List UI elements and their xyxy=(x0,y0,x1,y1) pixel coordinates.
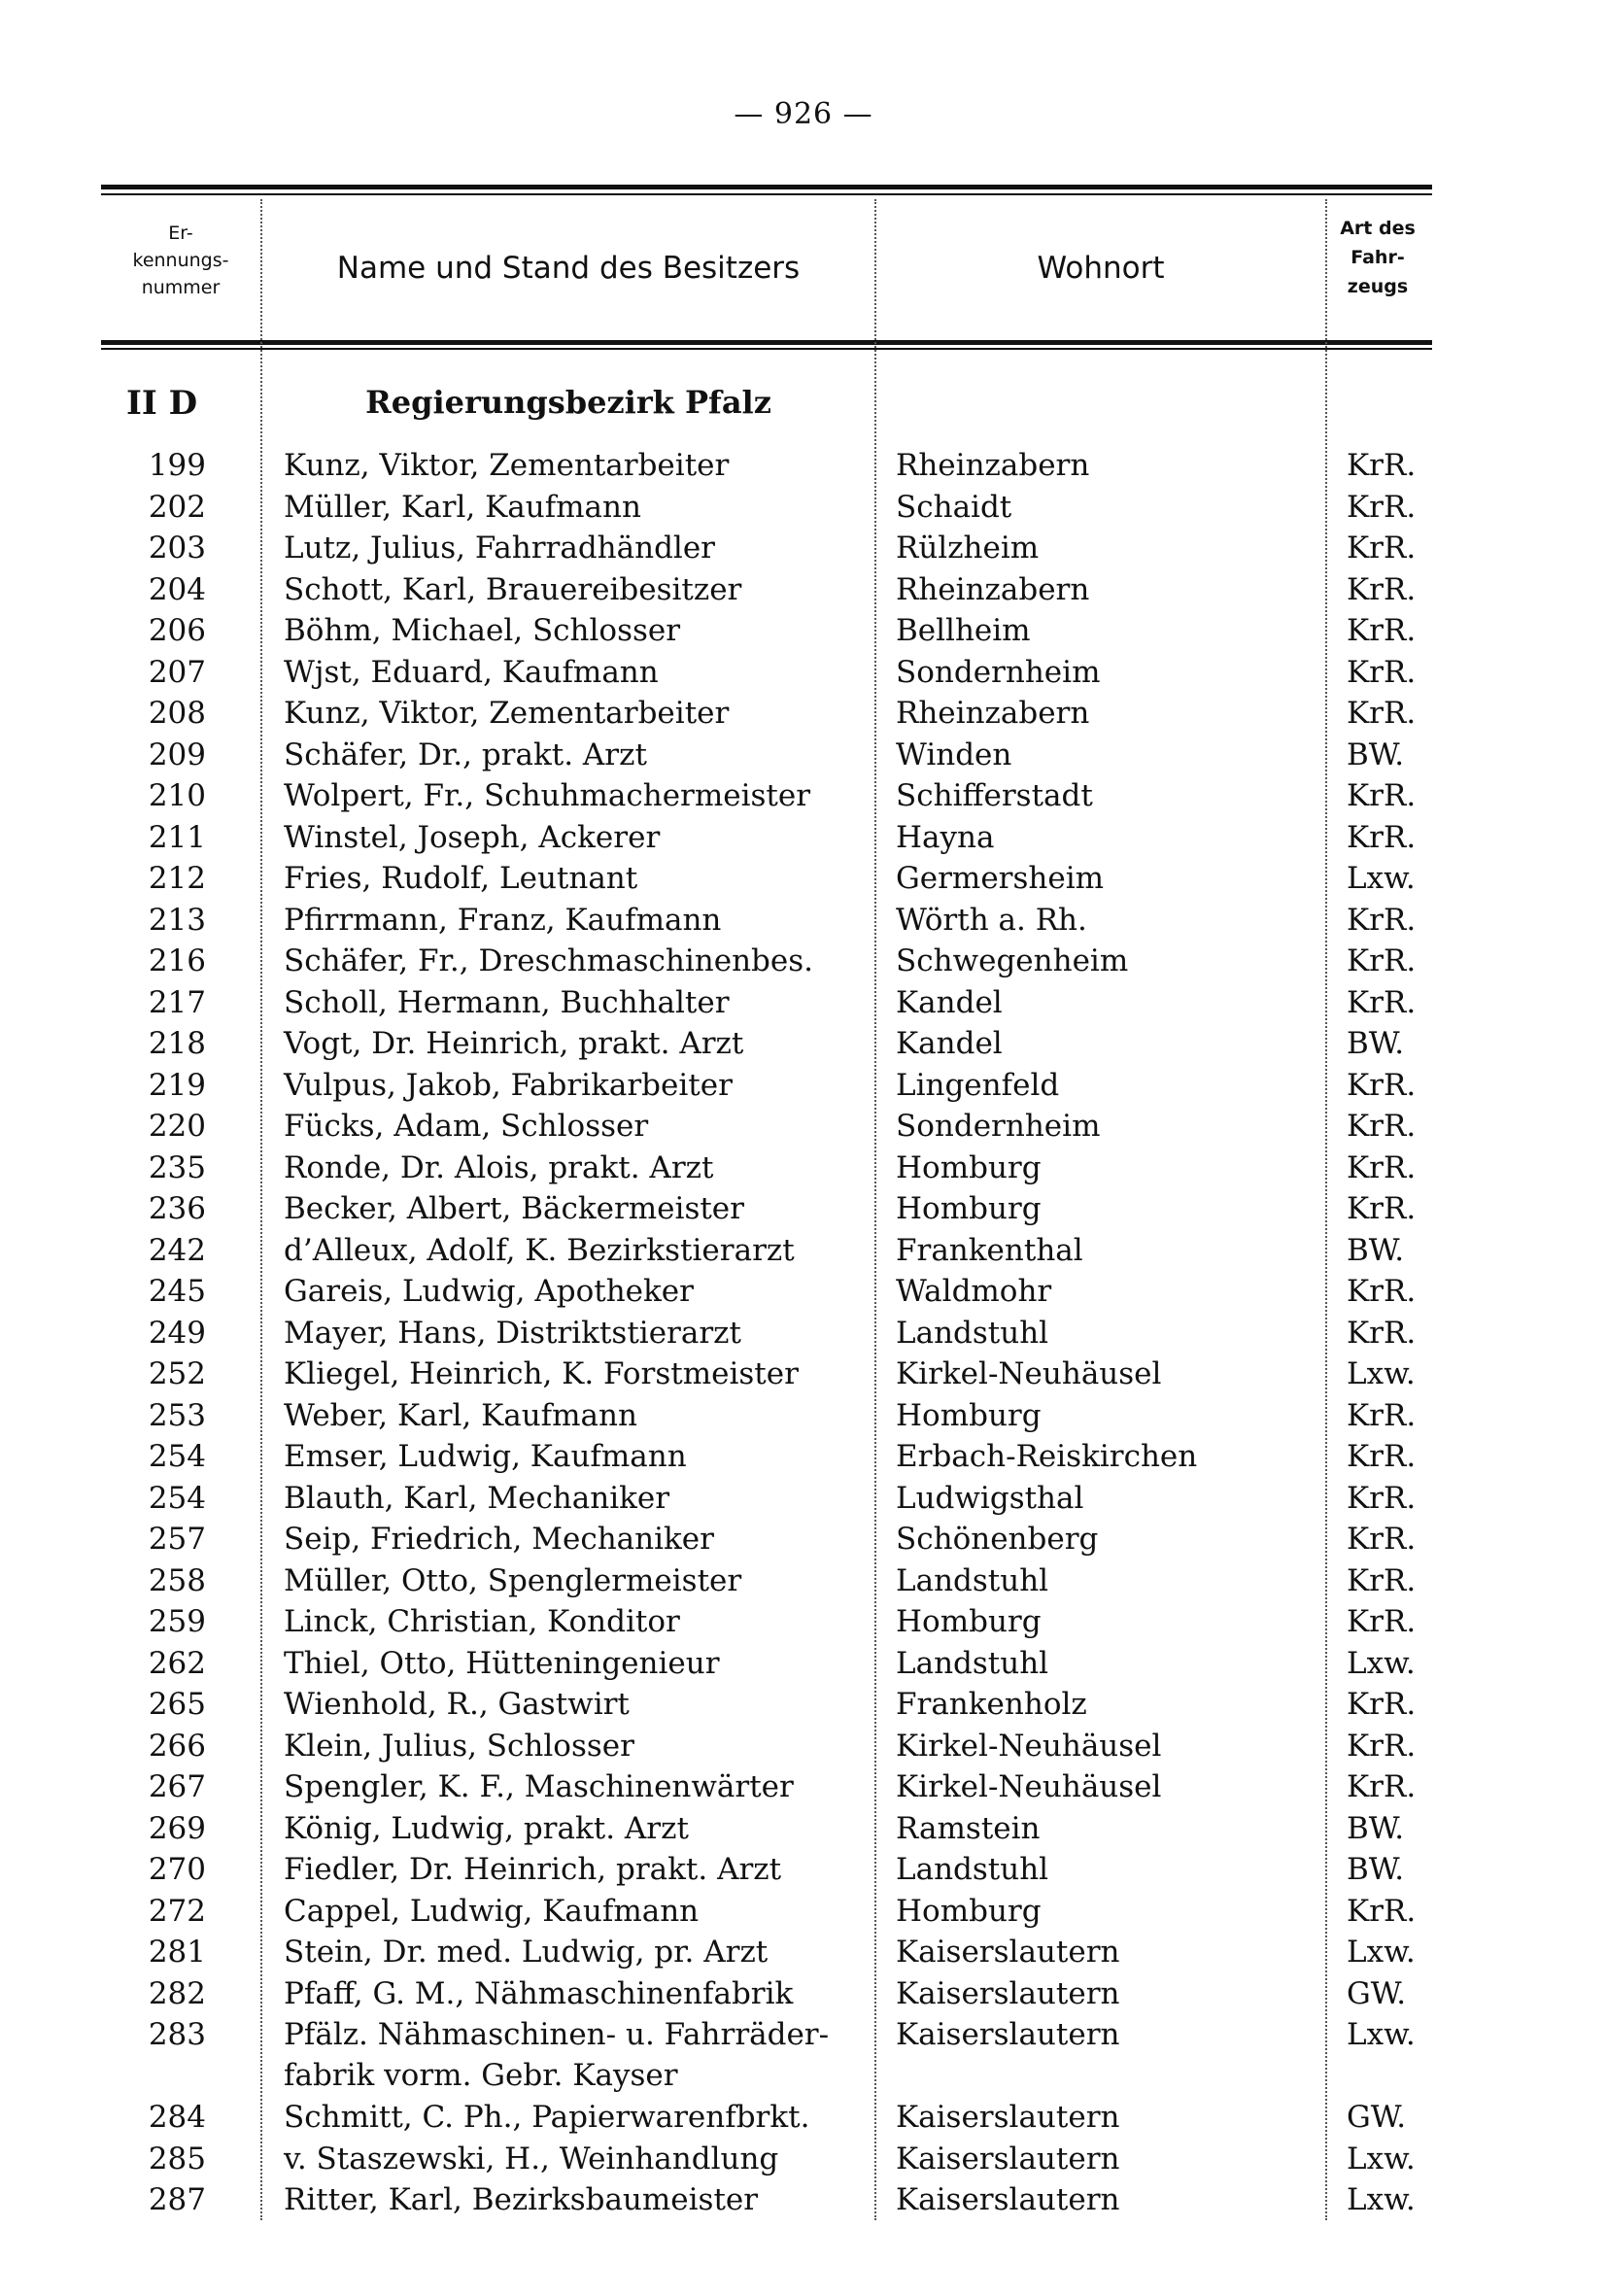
table-row xyxy=(0,1354,1607,1395)
row-owner: Lutz, Julius, Fahrradhändler xyxy=(284,531,716,565)
row-owner: Kliegel, Heinrich, K. Forstmeister xyxy=(284,1356,799,1391)
header-rule-thin xyxy=(101,348,1432,350)
table-row xyxy=(0,1065,1607,1107)
section-title: Regierungsbezirk Pfalz xyxy=(365,384,771,421)
row-vehicle-type: KrR. xyxy=(1347,613,1417,648)
row-number: 208 xyxy=(148,696,206,731)
row-number: 266 xyxy=(148,1728,206,1764)
table-row xyxy=(0,1313,1607,1354)
row-number: 242 xyxy=(148,1232,206,1268)
row-number: 216 xyxy=(148,943,206,978)
row-number: 262 xyxy=(148,1645,206,1681)
row-owner: v. Staszewski, H., Weinhandlung xyxy=(284,2141,779,2176)
row-number: 252 xyxy=(148,1356,206,1391)
row-vehicle-type: KrR. xyxy=(1347,819,1417,855)
row-residence: Wörth a. Rh. xyxy=(896,902,1087,938)
row-number: 235 xyxy=(148,1149,206,1185)
row-residence: Hayna xyxy=(896,819,995,855)
row-owner: Vulpus, Jakob, Fabrikarbeiter xyxy=(284,1067,733,1103)
row-owner: Böhm, Michael, Schlosser xyxy=(284,613,681,648)
row-number: 272 xyxy=(148,1893,206,1929)
row-owner: Wjst, Eduard, Kaufmann xyxy=(284,654,659,690)
row-number: 203 xyxy=(148,531,206,565)
row-vehicle-type: BW. xyxy=(1347,1852,1405,1887)
row-residence: Rülzheim xyxy=(896,531,1040,565)
table-row xyxy=(0,1932,1607,1973)
row-number: 199 xyxy=(148,448,206,483)
row-number: 245 xyxy=(148,1274,206,1309)
row-residence: Bellheim xyxy=(896,613,1031,648)
row-owner: Cappel, Ludwig, Kaufmann xyxy=(284,1893,700,1929)
row-vehicle-type: KrR. xyxy=(1347,1439,1417,1474)
row-vehicle-type: GW. xyxy=(1347,2100,1407,2135)
row-vehicle-type: KrR. xyxy=(1347,448,1417,483)
row-vehicle-type: KrR. xyxy=(1347,1191,1417,1226)
row-owner: Ronde, Dr. Alois, prakt. Arzt xyxy=(284,1149,714,1185)
row-number: 236 xyxy=(148,1191,206,1226)
row-owner: Linck, Christian, Konditor xyxy=(284,1604,680,1639)
row-residence: Schaidt xyxy=(896,489,1012,525)
row-owner: Müller, Otto, Spenglermeister xyxy=(284,1562,742,1598)
row-residence: Frankenthal xyxy=(896,1232,1083,1268)
row-residence: Kaiserslautern xyxy=(896,1935,1120,1970)
table-row xyxy=(0,1643,1607,1685)
table-row xyxy=(0,2014,1607,2097)
row-vehicle-type: KrR. xyxy=(1347,1562,1417,1598)
row-residence: Waldmohr xyxy=(896,1274,1052,1309)
row-residence: Homburg xyxy=(896,1397,1042,1433)
row-number: 218 xyxy=(148,1026,206,1061)
row-owner: Pfirrmann, Franz, Kaufmann xyxy=(284,902,722,938)
table-row xyxy=(0,1436,1607,1478)
header-name: Name und Stand des Besitzers xyxy=(336,251,801,286)
row-vehicle-type: KrR. xyxy=(1347,1149,1417,1185)
row-vehicle-type: KrR. xyxy=(1347,696,1417,731)
row-number: 281 xyxy=(148,1935,206,1970)
row-vehicle-type: Lxw. xyxy=(1347,1645,1416,1681)
table-row xyxy=(0,1519,1607,1560)
row-number: 210 xyxy=(148,778,206,813)
row-residence: Kirkel-Neuhäusel xyxy=(896,1728,1162,1764)
row-vehicle-type: KrR. xyxy=(1347,984,1417,1020)
table-row xyxy=(0,900,1607,942)
row-residence: Kaiserslautern xyxy=(896,1975,1120,2011)
table-row xyxy=(0,1684,1607,1726)
row-number: 211 xyxy=(148,819,206,855)
row-number: 202 xyxy=(148,489,206,525)
row-owner: Kunz, Viktor, Zementarbeiter xyxy=(284,448,730,483)
row-owner: Wienhold, R., Gastwirt xyxy=(284,1687,630,1722)
row-owner: Pfaff, G. M., Nähmaschinenfabrik xyxy=(284,1975,794,2011)
table-row xyxy=(0,693,1607,735)
table-row xyxy=(0,1726,1607,1767)
row-number: 265 xyxy=(148,1687,206,1722)
row-vehicle-type: KrR. xyxy=(1347,902,1417,938)
row-residence: Kaiserslautern xyxy=(896,2017,1120,2052)
row-vehicle-type: KrR. xyxy=(1347,1893,1417,1929)
row-number: 249 xyxy=(148,1315,206,1351)
row-residence: Rheinzabern xyxy=(896,448,1090,483)
table-row xyxy=(0,1478,1607,1520)
row-residence: Landstuhl xyxy=(896,1562,1049,1598)
table-row xyxy=(0,652,1607,694)
table-row xyxy=(0,775,1607,817)
row-number: 282 xyxy=(148,1975,206,2011)
row-owner: Müller, Karl, Kaufmann xyxy=(284,489,641,525)
row-owner: Fries, Rudolf, Leutnant xyxy=(284,861,638,896)
table-row xyxy=(0,1106,1607,1148)
row-vehicle-type: KrR. xyxy=(1347,1687,1417,1722)
row-number: 206 xyxy=(148,613,206,648)
row-residence: Erbach-Reiskirchen xyxy=(896,1439,1198,1474)
section-id: II D xyxy=(126,384,198,423)
row-vehicle-type: Lxw. xyxy=(1347,1935,1416,1970)
row-residence: Schwegenheim xyxy=(896,943,1129,978)
row-owner: Emser, Ludwig, Kaufmann xyxy=(284,1439,687,1474)
row-residence: Winden xyxy=(896,737,1012,772)
row-residence: Homburg xyxy=(896,1604,1042,1639)
row-number: 212 xyxy=(148,861,206,896)
row-residence: Landstuhl xyxy=(896,1645,1049,1681)
row-vehicle-type: BW. xyxy=(1347,1810,1405,1846)
row-residence: Germersheim xyxy=(896,861,1105,896)
table-row xyxy=(0,817,1607,859)
header-wohnort: Wohnort xyxy=(1037,251,1165,286)
row-owner: Gareis, Ludwig, Apotheker xyxy=(284,1274,694,1309)
row-number: 269 xyxy=(148,1810,206,1846)
row-vehicle-type: BW. xyxy=(1347,737,1405,772)
row-residence: Schönenberg xyxy=(896,1522,1099,1557)
row-number: 213 xyxy=(148,902,206,938)
row-vehicle-type: KrR. xyxy=(1347,531,1417,565)
row-owner: Schott, Karl, Brauereibesitzer xyxy=(284,571,742,607)
row-owner: Blauth, Karl, Mechaniker xyxy=(284,1480,670,1516)
row-residence: Kaiserslautern xyxy=(896,2182,1120,2217)
table-row xyxy=(0,1601,1607,1643)
row-vehicle-type: GW. xyxy=(1347,1975,1407,2011)
row-owner: Becker, Albert, Bäckermeister xyxy=(284,1191,744,1226)
row-vehicle-type: BW. xyxy=(1347,1232,1405,1268)
page-number: — 926 — xyxy=(734,97,873,131)
row-number: 254 xyxy=(148,1480,206,1516)
row-vehicle-type: KrR. xyxy=(1347,654,1417,690)
row-number: 253 xyxy=(148,1397,206,1433)
row-vehicle-type: KrR. xyxy=(1347,1480,1417,1516)
row-residence: Ludwigsthal xyxy=(896,1480,1084,1516)
row-owner: Kunz, Viktor, Zementarbeiter xyxy=(284,696,730,731)
row-vehicle-type: Lxw. xyxy=(1347,2182,1416,2217)
row-vehicle-type: KrR. xyxy=(1347,1604,1417,1639)
row-vehicle-type: KrR. xyxy=(1347,1109,1417,1144)
row-residence: Kandel xyxy=(896,984,1003,1020)
row-vehicle-type: KrR. xyxy=(1347,1522,1417,1557)
table-row xyxy=(0,1023,1607,1065)
row-residence: Frankenholz xyxy=(896,1687,1087,1722)
row-vehicle-type: KrR. xyxy=(1347,1067,1417,1103)
row-residence: Homburg xyxy=(896,1191,1042,1226)
row-vehicle-type: KrR. xyxy=(1347,1397,1417,1433)
row-residence: Rheinzabern xyxy=(896,696,1090,731)
row-residence: Schifferstadt xyxy=(896,778,1093,813)
table-row xyxy=(0,445,1607,487)
top-rule xyxy=(101,185,1432,189)
table-row xyxy=(0,982,1607,1024)
row-owner: König, Ludwig, prakt. Arzt xyxy=(284,1810,689,1846)
row-owner: Scholl, Hermann, Buchhalter xyxy=(284,984,730,1020)
row-owner: Ritter, Karl, Bezirksbaumeister xyxy=(284,2182,759,2217)
row-residence: Kirkel-Neuhäusel xyxy=(896,1769,1162,1804)
row-owner: Schäfer, Dr., prakt. Arzt xyxy=(284,737,647,772)
table-row xyxy=(0,1849,1607,1891)
row-number: 267 xyxy=(148,1769,206,1804)
table-row xyxy=(0,487,1607,529)
row-owner: Seip, Friedrich, Mechaniker xyxy=(284,1522,714,1557)
row-owner: Mayer, Hans, Distriktstierarzt xyxy=(284,1315,741,1351)
register-table xyxy=(0,445,1607,2221)
row-number: 219 xyxy=(148,1067,206,1103)
row-number: 217 xyxy=(148,984,206,1020)
table-row xyxy=(0,1891,1607,1933)
row-number: 254 xyxy=(148,1439,206,1474)
header-rule xyxy=(101,340,1432,345)
row-vehicle-type: KrR. xyxy=(1347,1769,1417,1804)
row-owner: Wolpert, Fr., Schuhmachermeister xyxy=(284,778,811,813)
row-vehicle-type: Lxw. xyxy=(1347,861,1416,896)
row-vehicle-type: Lxw. xyxy=(1347,2141,1416,2176)
table-row xyxy=(0,610,1607,652)
row-vehicle-type: BW. xyxy=(1347,1026,1405,1061)
row-owner: d’Alleux, Adolf, K. Bezirkstierarzt xyxy=(284,1232,795,1268)
row-owner: Spengler, K. F., Maschinenwärter xyxy=(284,1769,794,1804)
row-number: 287 xyxy=(148,2182,206,2217)
row-residence: Homburg xyxy=(896,1149,1042,1185)
row-number: 209 xyxy=(148,737,206,772)
row-vehicle-type: Lxw. xyxy=(1347,2017,1416,2052)
row-residence: Kandel xyxy=(896,1026,1003,1061)
table-row xyxy=(0,1766,1607,1808)
table-row xyxy=(0,569,1607,611)
row-vehicle-type: KrR. xyxy=(1347,1274,1417,1309)
table-row xyxy=(0,1973,1607,2015)
row-residence: Ramstein xyxy=(896,1810,1041,1846)
row-owner: Fücks, Adam, Schlosser xyxy=(284,1109,649,1144)
table-row xyxy=(0,2179,1607,2221)
row-owner: Pfälz. Nähmaschinen- u. Fahrräder- fabrik vorm. Gebr. Kayser xyxy=(284,2017,830,2093)
row-number: 207 xyxy=(148,654,206,690)
row-owner: Weber, Karl, Kaufmann xyxy=(284,1397,637,1433)
row-residence: Sondernheim xyxy=(896,1109,1101,1144)
table-row xyxy=(0,2097,1607,2139)
table-row xyxy=(0,1560,1607,1602)
table-row xyxy=(0,735,1607,776)
table-row xyxy=(0,858,1607,900)
row-number: 270 xyxy=(148,1852,206,1887)
row-vehicle-type: KrR. xyxy=(1347,778,1417,813)
row-owner: Thiel, Otto, Hütteningenieur xyxy=(284,1645,720,1681)
header-id: Er- kennungs- nummer xyxy=(132,223,229,298)
row-number: 259 xyxy=(148,1604,206,1639)
row-number: 284 xyxy=(148,2100,206,2135)
row-residence: Homburg xyxy=(896,1893,1042,1929)
row-residence: Sondernheim xyxy=(896,654,1101,690)
row-number: 285 xyxy=(148,2141,206,2176)
row-residence: Landstuhl xyxy=(896,1315,1049,1351)
row-owner: Klein, Julius, Schlosser xyxy=(284,1728,634,1764)
row-number: 258 xyxy=(148,1562,206,1598)
table-row xyxy=(0,1148,1607,1189)
table-row xyxy=(0,528,1607,569)
row-residence: Kaiserslautern xyxy=(896,2100,1120,2135)
row-number: 204 xyxy=(148,571,206,607)
row-vehicle-type: KrR. xyxy=(1347,489,1417,525)
table-row xyxy=(0,1271,1607,1313)
row-number: 283 xyxy=(148,2017,206,2052)
row-owner: Schmitt, C. Ph., Papierwarenfbrkt. xyxy=(284,2100,810,2135)
row-number: 257 xyxy=(148,1522,206,1557)
table-row xyxy=(0,1188,1607,1230)
top-rule-thin xyxy=(101,193,1432,195)
row-owner: Fiedler, Dr. Heinrich, prakt. Arzt xyxy=(284,1852,782,1887)
row-residence: Lingenfeld xyxy=(896,1067,1060,1103)
row-vehicle-type: KrR. xyxy=(1347,1315,1417,1351)
row-number: 220 xyxy=(148,1109,206,1144)
row-owner: Stein, Dr. med. Ludwig, pr. Arzt xyxy=(284,1935,769,1970)
row-vehicle-type: KrR. xyxy=(1347,943,1417,978)
header-art: Art des Fahr- zeugs xyxy=(1340,218,1416,297)
row-vehicle-type: KrR. xyxy=(1347,1728,1417,1764)
row-residence: Kirkel-Neuhäusel xyxy=(896,1356,1162,1391)
row-residence: Kaiserslautern xyxy=(896,2141,1120,2176)
row-owner: Schäfer, Fr., Dreschmaschinenbes. xyxy=(284,943,813,978)
table-row xyxy=(0,941,1607,982)
row-residence: Rheinzabern xyxy=(896,571,1090,607)
table-row xyxy=(0,1230,1607,1272)
table-row xyxy=(0,2139,1607,2180)
row-owner: Vogt, Dr. Heinrich, prakt. Arzt xyxy=(284,1026,744,1061)
row-residence: Landstuhl xyxy=(896,1852,1049,1887)
row-vehicle-type: KrR. xyxy=(1347,571,1417,607)
row-vehicle-type: Lxw. xyxy=(1347,1356,1416,1391)
table-row xyxy=(0,1395,1607,1437)
table-row xyxy=(0,1808,1607,1850)
row-owner: Winstel, Joseph, Ackerer xyxy=(284,819,661,855)
